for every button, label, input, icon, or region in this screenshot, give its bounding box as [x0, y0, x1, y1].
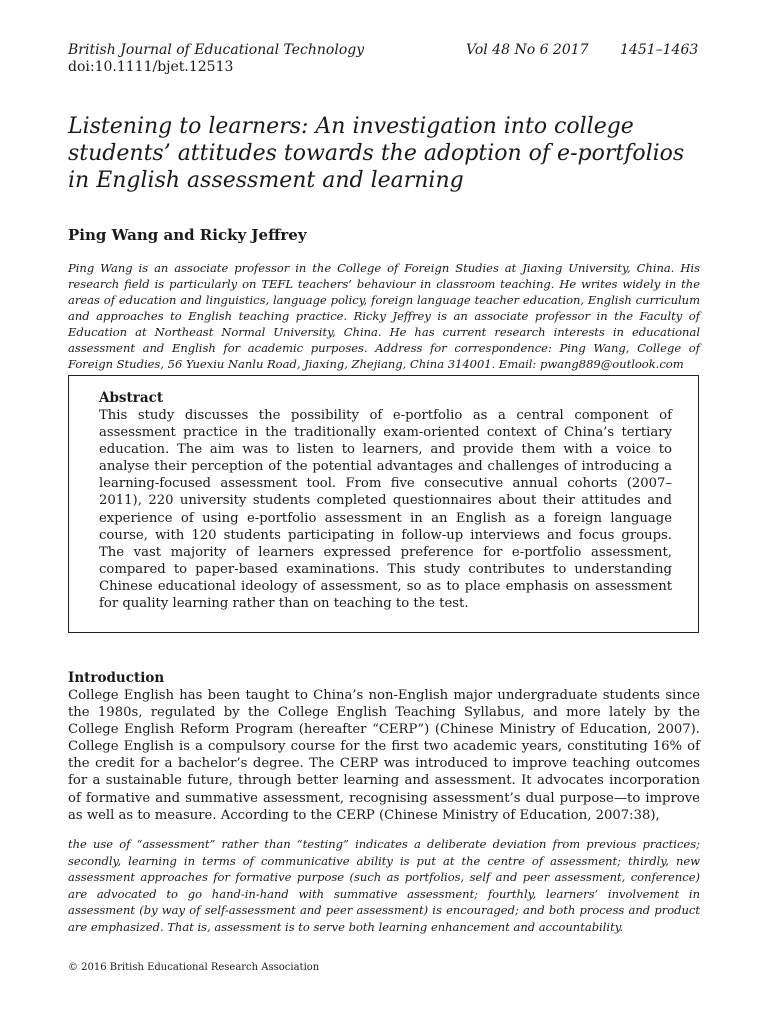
introduction-paragraph: College English has been taught to China’s non-English major undergraduate students since the 1980s, regulated by the College English Teaching Syllabus, and more lately by the College English Reform Program (hereafter “CERP”) (Chinese Ministry of Education, 2007). College English is a compulsory course for the first two academic years, constituting 16% of the credit for a bachelor’s degree. The CERP was introduced to improve teaching outcomes for a sustainable future, through better learning and assessment. It advocates incorporation of formative and summative assessment, recognising assessment’s dual purpose—to improve as well as to measure. According to the CERP (Chinese Ministry of Education, 2007:38),: [68, 688, 700, 823]
copyright-footer: © 2016 British Educational Research Association: [68, 962, 320, 973]
author-affiliation: Ping Wang is an associate professor in the College of Foreign Studies at Jiaxing University, China. His research field is particularly on TEFL teachers’ behaviour in classroom teaching. He writes widely in the areas of education and linguistics, language policy, foreign language teacher education, English curriculum and approaches to English teaching practice. Ricky Jeffrey is an associate professor in the Faculty of Education at Northeast Normal University, China. He has current research interests in educational assessment and English for academic purposes. Address for correspondence: Ping Wang, College of Foreign Studies, 56 Yuexiu Nanlu Road, Jiaxing, Zhejiang, China 314001. Email: pwang889@outlook.com: [68, 261, 700, 371]
introduction-heading: Introduction: [68, 670, 165, 686]
block-quote: the use of “assessment” rather than “testing” indicates a deliberate deviation from previous practices; secondly, learning in terms of communicative ability is put at the centre of assessment; thirdly, new assessment approaches for formative purpose (such as portfolios, self and peer assessment, conference) are advocated to go hand-in-hand with summative assessment; fourthly, learners’ involvement in assessment (by way of self-assessment and peer assessment) is encouraged; and both process and product are emphasized. That is, assessment is to serve both learning enhancement and accountability.: [68, 837, 700, 934]
doi-link[interactable]: doi:10.1111/bjet.12513: [68, 59, 234, 75]
abstract-text: This study discusses the possibility of e-portfolio as a central component of assessment practice in the traditionally exam-oriented context of China’s tertiary education. The aim was to listen to learners, and provide them with a voice to analyse their perception of the potential advantages and challenges of introducing a learning-focused assessment tool. From five consecutive annual cohorts (2007–2011), 220 university students completed questionnaires about their attitudes and experience of using e-portfolio assessment in an English as a foreign language course, with 120 students participating in follow-up interviews and focus groups. The vast majority of learners expressed preference for e-portfolio assessment, compared to paper-based examinations. This study contributes to understanding Chinese educational ideology of assessment, so as to place emphasis on assessment for quality learning rather than on teaching to the test.: [99, 408, 672, 612]
author-names: Ping Wang and Ricky Jeffrey: [68, 226, 307, 244]
article-title: Listening to learners: An investigation into college students’ attitudes towards the adoption of e-portfolios in English assessment and learning: [68, 114, 685, 193]
journal-name: British Journal of Educational Technology: [68, 42, 365, 58]
abstract-heading: Abstract: [99, 390, 164, 406]
page-range: 1451–1463: [620, 42, 699, 58]
abstract-box: [68, 375, 699, 633]
volume-issue: Vol 48 No 6 2017: [466, 42, 589, 58]
